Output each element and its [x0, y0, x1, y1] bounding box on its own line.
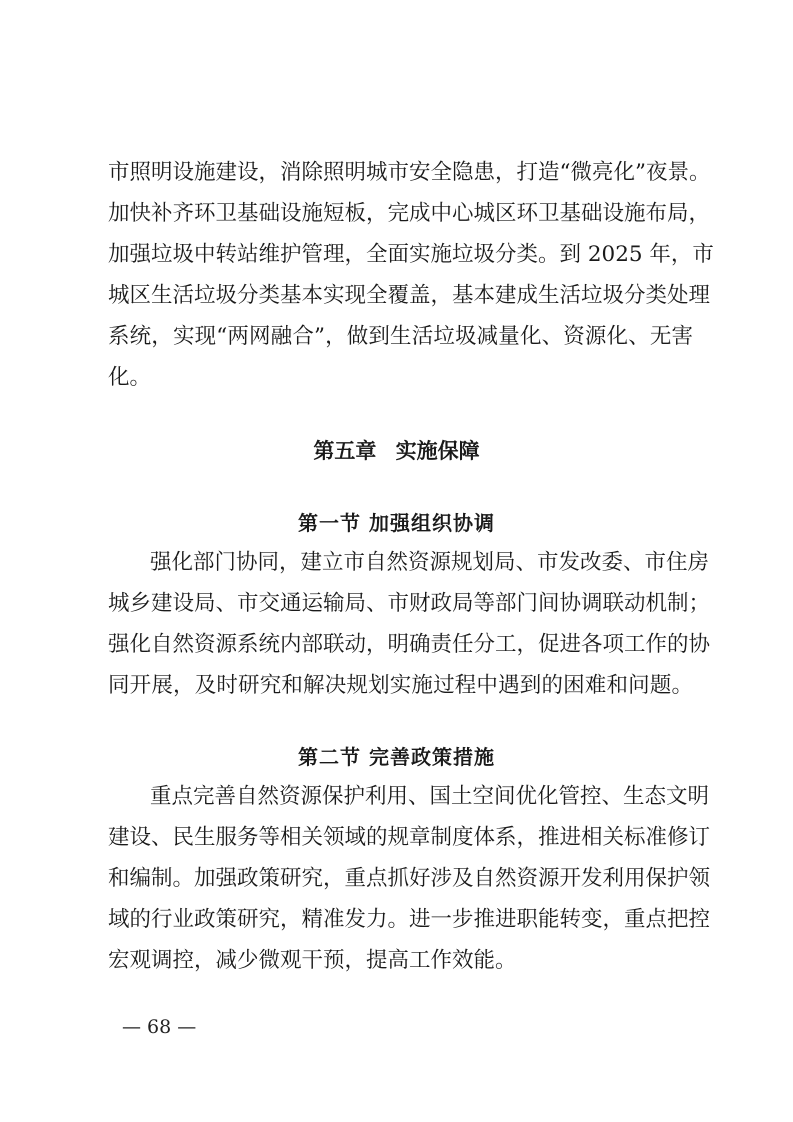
text-line: 市照明设施建设，消除照明城市安全隐患，打造“微亮化”夜景。	[108, 160, 711, 185]
text-line: 加快补齐环卫基础设施短板，完成中心城区环卫基础设施布局，	[108, 201, 711, 226]
text-line: 强化自然资源系统内部联动，明确责任分工，促进各项工作的协	[108, 632, 711, 657]
text-line: 和编制。加强政策研究，重点抓好涉及自然资源开发利用保护领	[108, 866, 711, 891]
page-number: — 68 —	[122, 1016, 197, 1038]
text-line: 建设、民生服务等相关领域的规章制度体系，推进相关标准修订	[108, 825, 711, 850]
text-line: 城区生活垃圾分类基本实现全覆盖，基本建成生活垃圾分类处理	[108, 283, 711, 308]
text-line: 化。	[108, 365, 152, 390]
text-line: 加强垃圾中转站维护管理，全面实施垃圾分类。到 2025 年，市	[108, 242, 714, 267]
section-title: 第一节 加强组织协调	[298, 511, 495, 535]
text-line: 系统，实现“两网融合”，做到生活垃圾减量化、资源化、无害	[108, 324, 693, 349]
text-line: 宏观调控，减少微观干预，提高工作效能。	[108, 948, 517, 973]
text-line: 域的行业政策研究，精准发力。进一步推进职能转变，重点把控	[108, 907, 711, 932]
text-line: 重点完善自然资源保护利用、国土空间优化管控、生态文明	[150, 784, 710, 809]
text-line: 强化部门协同，建立市自然资源规划局、市发改委、市住房	[150, 550, 710, 575]
section-title: 第二节 完善政策措施	[298, 745, 495, 769]
text-line: 城乡建设局、市交通运输局、市财政局等部门间协调联动机制；	[108, 591, 711, 616]
chapter-title: 第五章 实施保障	[313, 439, 480, 463]
text-line: 同开展，及时研究和解决规划实施过程中遇到的困难和问题。	[108, 673, 693, 698]
